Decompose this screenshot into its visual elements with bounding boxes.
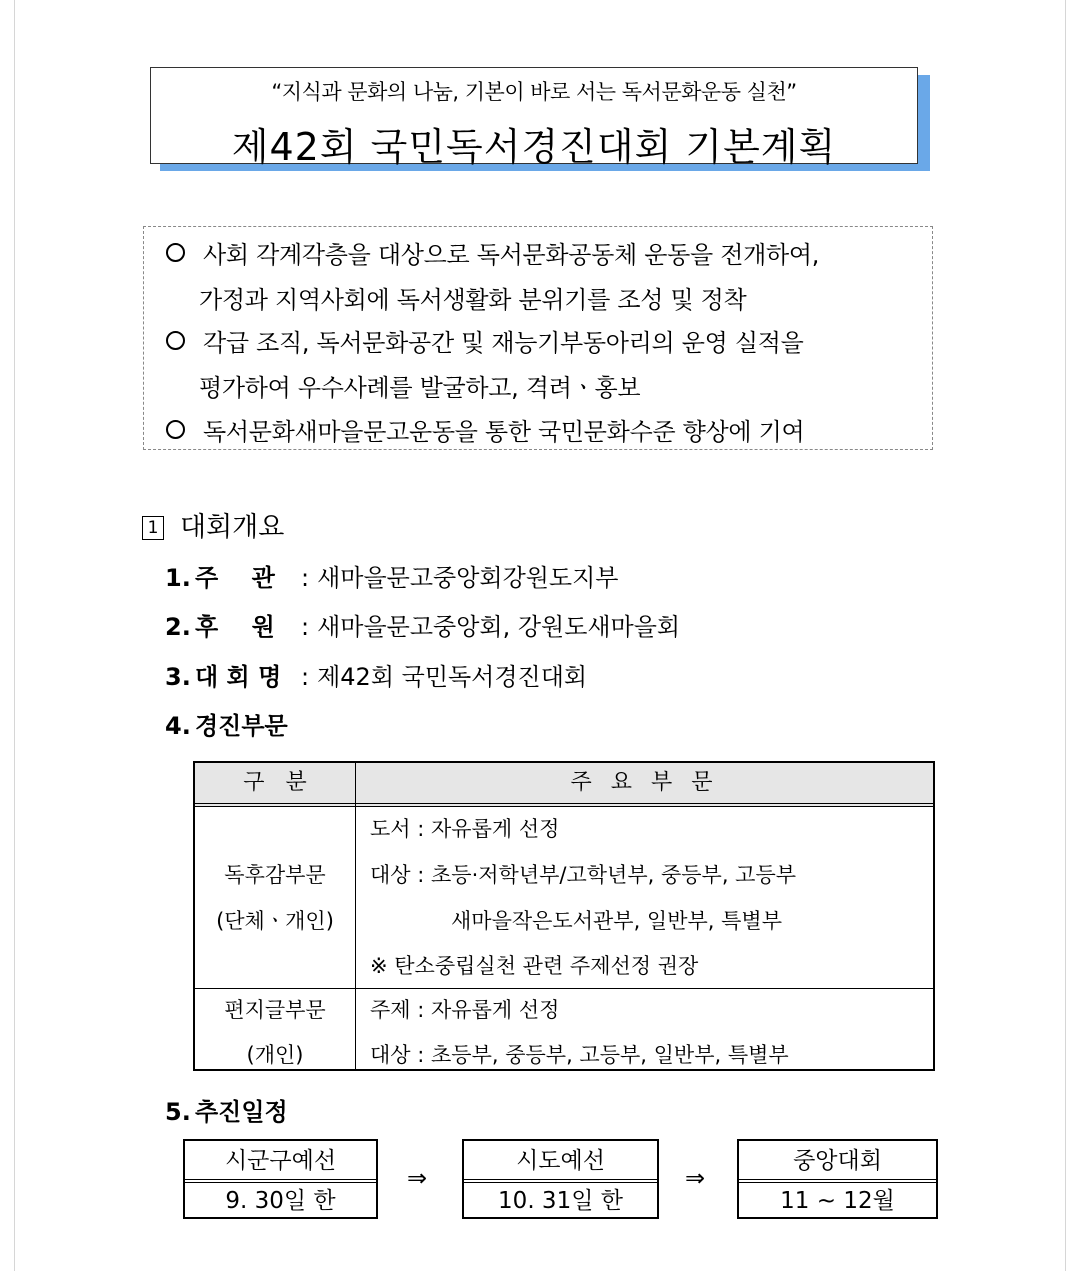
purpose-box bbox=[143, 226, 933, 450]
purpose-text: 사회 각계각층을 대상으로 독서문화공동체 운동을 전개하여, bbox=[203, 241, 820, 269]
item-label: 추진일정 bbox=[195, 1098, 288, 1126]
row2-category: 편지글부문 bbox=[224, 998, 326, 1022]
title-subtitle: “지식과 문화의 나눔, 기본이 바로 서는 독서문화운동 실천” bbox=[271, 80, 797, 104]
table-header-main: 주 요 부 문 bbox=[570, 770, 719, 795]
schedule-step-national bbox=[737, 1139, 938, 1219]
row1-target: 대상 : 초등·저학년부/고학년부, 중등부, 고등부 bbox=[370, 863, 797, 887]
purpose-item bbox=[144, 235, 819, 270]
circle-bullet-icon bbox=[166, 243, 185, 262]
schedule-step-city bbox=[183, 1139, 378, 1219]
item-colon: : bbox=[301, 564, 310, 592]
overview-item-schedule bbox=[165, 1092, 288, 1127]
row2-topic: 주제 : 자유롭게 선정 bbox=[370, 998, 560, 1022]
item-label: 후 원 bbox=[195, 613, 275, 641]
purpose-item bbox=[144, 323, 804, 358]
overview-item-sponsor bbox=[165, 607, 680, 642]
row1-target-continued: 새마을작은도서관부, 일반부, 특별부 bbox=[451, 909, 782, 933]
schedule-step-title: 시군구예선 bbox=[185, 1141, 376, 1183]
overview-item-organizer bbox=[165, 558, 619, 593]
title-box bbox=[150, 67, 918, 169]
item-value: 제42회 국민독서경진대회 bbox=[317, 663, 588, 691]
overview-item-categories bbox=[165, 706, 288, 741]
circle-bullet-icon bbox=[166, 420, 185, 439]
schedule-step-title: 중앙대회 bbox=[739, 1141, 936, 1183]
item-number: 2. bbox=[165, 613, 191, 641]
arrow-right-icon: ⇒ bbox=[407, 1164, 428, 1192]
schedule-step-date: 10. 31일 한 bbox=[498, 1188, 623, 1214]
item-value: 새마을문고중앙회강원도지부 bbox=[317, 564, 619, 592]
table-row-divider bbox=[195, 988, 933, 989]
categories-table bbox=[193, 761, 935, 1071]
table-divider bbox=[355, 763, 356, 1069]
item-label: 주 관 bbox=[195, 564, 275, 592]
page-title: 제42회 국민독서경진대회 기본계획 bbox=[231, 125, 837, 169]
row1-note: ※ 탄소중립실천 관련 주제선정 권장 bbox=[370, 954, 699, 978]
section-heading bbox=[142, 505, 284, 544]
schedule-step-title: 시도예선 bbox=[464, 1141, 657, 1183]
overview-item-name bbox=[165, 657, 587, 692]
arrow-right-icon: ⇒ bbox=[685, 1164, 706, 1192]
row2-subcategory: (개인) bbox=[246, 1043, 304, 1067]
purpose-continuation: 평가하여 우수사례를 발굴하고, 격려ㆍ홍보 bbox=[199, 374, 641, 402]
schedule-step-date: 11 ~ 12월 bbox=[780, 1188, 895, 1214]
table-header-row bbox=[195, 763, 933, 807]
title-block bbox=[150, 67, 920, 167]
row1-books: 도서 : 자유롭게 선정 bbox=[370, 817, 560, 841]
row2-target: 대상 : 초등부, 중등부, 고등부, 일반부, 특별부 bbox=[370, 1043, 789, 1067]
section-title: 대회개요 bbox=[180, 512, 285, 543]
item-number: 3. bbox=[165, 663, 191, 691]
item-colon: : bbox=[301, 663, 310, 691]
item-number: 5. bbox=[165, 1098, 191, 1126]
item-number: 1. bbox=[165, 564, 191, 592]
circle-bullet-icon bbox=[166, 331, 185, 350]
purpose-text: 각급 조직, 독서문화공간 및 재능기부동아리의 운영 실적을 bbox=[203, 329, 804, 357]
item-value: 새마을문고중앙회, 강원도새마을회 bbox=[317, 613, 681, 641]
item-number: 4. bbox=[165, 712, 191, 740]
item-colon: : bbox=[301, 613, 310, 641]
purpose-item bbox=[144, 412, 804, 447]
purpose-continuation: 가정과 지역사회에 독서생활화 분위기를 조성 및 정착 bbox=[199, 286, 747, 314]
item-label: 대 회 명 bbox=[195, 663, 282, 691]
schedule-step-province bbox=[462, 1139, 659, 1219]
row1-subcategory: (단체ㆍ개인) bbox=[216, 909, 334, 933]
row1-category: 독후감부문 bbox=[224, 863, 326, 887]
schedule-step-date: 9. 30일 한 bbox=[225, 1188, 336, 1214]
item-label: 경진부문 bbox=[195, 712, 288, 740]
section-number: 1 bbox=[142, 516, 164, 540]
purpose-text: 독서문화새마을문고운동을 통한 국민문화수준 향상에 기여 bbox=[203, 418, 805, 446]
table-header-category: 구 분 bbox=[243, 770, 307, 795]
